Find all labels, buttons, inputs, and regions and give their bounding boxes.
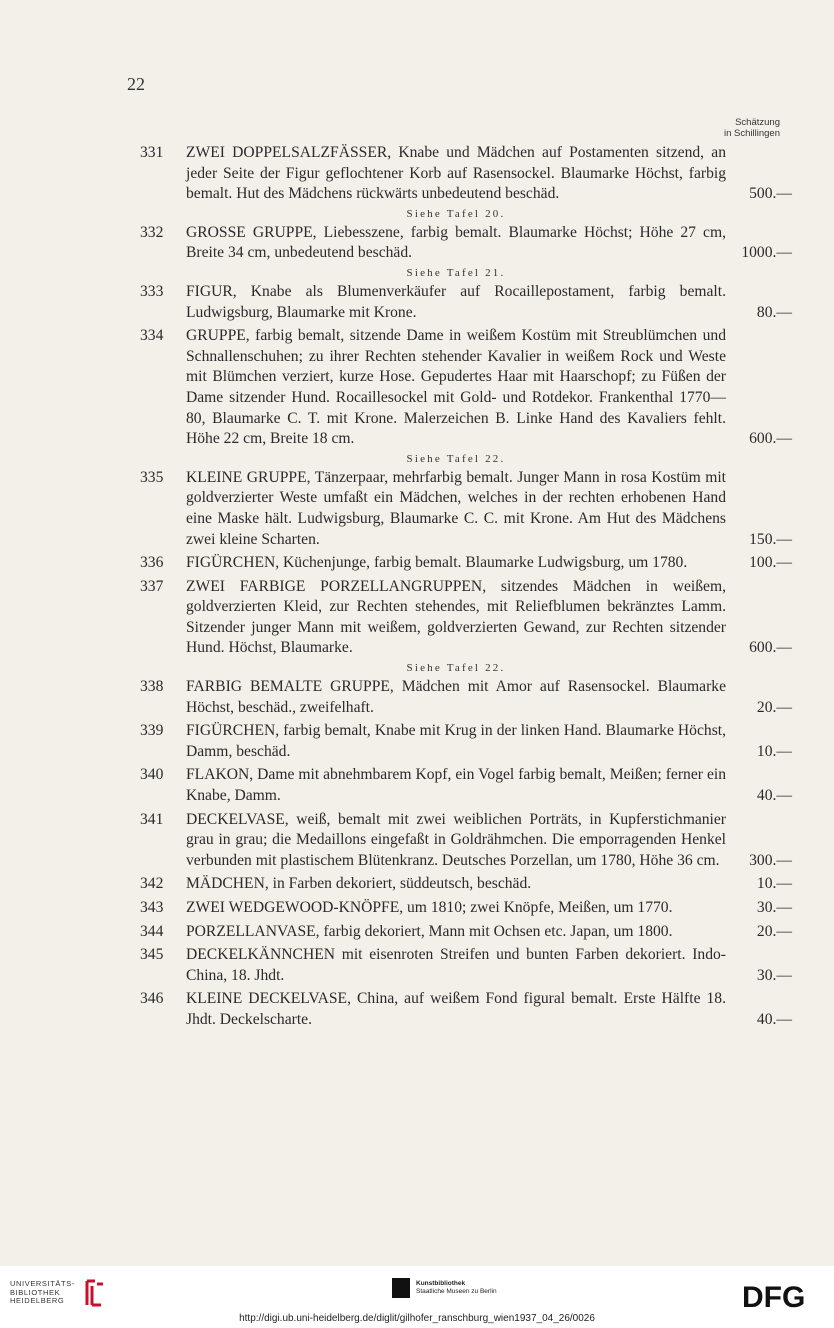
kunstbibliothek-logo-icon — [392, 1278, 410, 1298]
catalog-entry — [0, 810, 834, 872]
catalog-entry — [0, 553, 834, 574]
uni-line1: UNIVERSITÄTS- — [10, 1279, 75, 1289]
lot-number: 341 — [140, 810, 164, 828]
kunstbibliothek-text — [416, 1280, 497, 1296]
catalog-entry — [0, 326, 834, 450]
kb-line1: Kunstbibliothek — [416, 1280, 466, 1287]
lot-description: ZWEI DOPPELSALZFÄSSER, Knabe und Mädchen auf Postamenten sitzend, an jeder Seite der Figur geflochtener Korb auf Rasensockel. Blaumarke Höchst, farbig bemalt. Hut des Mädchens rückwärts unbedeutend beschäd. — [186, 144, 726, 203]
dfg-logo-icon[interactable] — [742, 1282, 822, 1310]
lot-description: MÄDCHEN, in Farben dekoriert, süddeutsch, beschäd. — [186, 875, 532, 893]
plate-reference: Siehe Tafel 21. — [406, 266, 506, 279]
lot-estimate: 10.— — [756, 875, 792, 893]
catalog-entry — [0, 874, 834, 895]
catalog-entry — [0, 143, 834, 205]
lot-number: 337 — [140, 577, 164, 595]
estimate-header-line2: in Schillingen — [724, 128, 780, 139]
catalog-entry — [0, 577, 834, 659]
lot-number: 340 — [140, 766, 164, 784]
lot-estimate: 100.— — [749, 554, 792, 572]
lot-estimate: 30.— — [756, 899, 792, 916]
catalog-entry — [0, 945, 834, 986]
estimate-column-header — [660, 117, 780, 139]
catalog-entry — [0, 989, 834, 1030]
kb-line2: Staatliche Museen zu Berlin — [416, 1288, 497, 1295]
catalog-entry — [0, 223, 834, 264]
uni-heidelberg-text — [10, 1280, 75, 1306]
lot-estimate: 80.— — [756, 303, 792, 321]
lot-description: DECKELKÄNNCHEN mit eisenroten Streifen und bunten Farben dekoriert. Indo-China, 18. Jhdt. — [186, 946, 726, 984]
viewer-footer — [0, 1266, 834, 1328]
lot-estimate: 1000.— — [741, 244, 792, 262]
lot-number: 331 — [140, 144, 164, 161]
lot-estimate: 40.— — [756, 787, 792, 805]
lot-number: 332 — [140, 223, 164, 241]
lot-number: 333 — [140, 282, 164, 300]
lot-description: FIGUR, Knabe als Blumenverkäufer auf Rocaillepostament, farbig bemalt. Ludwigsburg, Blaumarke mit Krone. — [186, 282, 726, 321]
uni-line2: BIBLIOTHEK — [10, 1287, 61, 1297]
catalog-entries — [0, 143, 834, 1034]
lot-number: 335 — [140, 468, 164, 486]
lot-description: GROSSE GRUPPE, Liebesszene, farbig bemalt. Blaumarke Höchst; Höhe 27 cm, Breite 34 cm, unbedeutend beschäd. — [186, 223, 726, 262]
lot-number: 345 — [140, 946, 164, 964]
plate-reference: Siehe Tafel 20. — [406, 207, 506, 220]
catalog-entry — [0, 677, 834, 718]
catalog-entry — [0, 468, 834, 550]
catalog-entry — [0, 721, 834, 762]
catalog-entry — [0, 898, 834, 919]
lot-description: FIGÜRCHEN, farbig bemalt, Knabe mit Krug in der linken Hand. Blaumarke Höchst, Damm, beschäd. — [186, 722, 726, 760]
lot-description: ZWEI FARBIGE PORZELLANGRUPPEN, sitzendes Mädchen in weißem, goldverzierten Kleid, zur Rechten stehendes, mit Reliefblumen bekränztes Lamm. Sitzender junger Mann mit weißem, goldverzierten Gewand, zur Rechten sitzender Hund. Höchst, Blaumarke. — [186, 577, 726, 657]
lot-estimate: 40.— — [756, 1010, 792, 1028]
lot-number: 338 — [140, 678, 164, 696]
lot-estimate: 500.— — [749, 185, 792, 203]
lot-number: 343 — [140, 899, 164, 916]
uni-heidelberg-logo-icon — [81, 1278, 107, 1308]
lot-description: PORZELLANVASE, farbig dekoriert, Mann mit Ochsen etc. Japan, um 1800. — [186, 922, 673, 940]
lot-number: 344 — [140, 922, 164, 940]
lot-description: ZWEI WEDGEWOOD-KNÖPFE, um 1810; zwei Knöpfe, Meißen, um 1770. — [186, 899, 673, 916]
lot-number: 339 — [140, 722, 164, 740]
lot-estimate: 600.— — [749, 639, 792, 657]
page-number: 22 — [127, 74, 145, 94]
lot-description: FIGÜRCHEN, Küchenjunge, farbig bemalt. Blaumarke Ludwigsburg, um 1780. — [186, 554, 688, 572]
lot-description: FARBIG BEMALTE GRUPPE, Mädchen mit Amor auf Rasensockel. Blaumarke Höchst, beschäd., zweifelhaft. — [186, 678, 726, 716]
lot-estimate: 10.— — [756, 742, 792, 760]
kunstbibliothek-logo-block[interactable] — [392, 1278, 497, 1298]
lot-description: KLEINE GRUPPE, Tänzerpaar, mehrfarbig bemalt. Junger Mann in rosa Kostüm mit goldverzierter Weste umfaßt ein Mädchen, welches in der rechten erhobenen Hand eine Maske hält. Ludwigsburg, Blaumarke C. C. mit Krone. Am Hut des Mädchens zwei kleine Scharten. — [186, 468, 726, 548]
lot-number: 336 — [140, 554, 164, 572]
entry-gap — [0, 1031, 834, 1034]
lot-estimate: 20.— — [756, 922, 792, 940]
lot-estimate: 150.— — [749, 530, 792, 548]
lot-estimate: 30.— — [756, 966, 792, 984]
lot-estimate: 300.— — [749, 851, 792, 869]
lot-number: 346 — [140, 990, 164, 1008]
permalink-url[interactable]: http://digi.ub.uni-heidelberg.de/diglit/gilhofer_ranschburg_wien1937_04_26/0026 — [239, 1313, 595, 1324]
plate-reference: Siehe Tafel 22. — [406, 662, 506, 675]
lot-number: 334 — [140, 327, 164, 345]
lot-description: KLEINE DECKELVASE, China, auf weißem Fond figural bemalt. Erste Hälfte 18. Jhdt. Deckelscharte. — [186, 990, 726, 1028]
uni-heidelberg-logo-block[interactable] — [10, 1278, 107, 1308]
lot-description: DECKELVASE, weiß, bemalt mit zwei weiblichen Porträts, in Kupferstichmanier grau in grau; die Medaillons eingefaßt in Goldrähmchen. Die emporragenden Henkel verbunden mit plastischem Blütenkranz. Deutsches Porzellan, um 1780, Höhe 36 cm. — [186, 810, 726, 869]
dfg-logo-text: DFG — [742, 1282, 806, 1310]
lot-estimate: 20.— — [756, 698, 792, 716]
lot-description: FLAKON, Dame mit abnehmbarem Kopf, ein Vogel farbig bemalt, Meißen; ferner ein Knabe, Damm. — [186, 766, 726, 805]
lot-estimate: 600.— — [749, 430, 792, 448]
catalog-entry — [0, 922, 834, 943]
uni-line3: HEIDELBERG — [10, 1296, 65, 1306]
catalog-entry — [0, 282, 834, 323]
plate-reference: Siehe Tafel 22. — [406, 452, 506, 465]
estimate-header-line1: Schätzung — [735, 117, 780, 128]
lot-description: GRUPPE, farbig bemalt, sitzende Dame in weißem Kostüm mit Streublümchen und Schnallenschuhen; zu ihrer Rechten stehender Kavalier in weißem Rock und Weste mit Blümchen verziert, kurze Hose. Gepudertes Haar mit Haarschopf; zu Füßen der Dame sitzender Hund. Rocaillesockel mit Gold- und Rotdekor. Frankenthal 1770—80, Blaumarke C. T. mit Krone. Malerzeichen B. Linke Hand des Kavaliers fehlt. Höhe 22 cm, Breite 18 cm. — [186, 327, 726, 448]
lot-number: 342 — [140, 875, 164, 893]
catalog-entry — [0, 765, 834, 806]
